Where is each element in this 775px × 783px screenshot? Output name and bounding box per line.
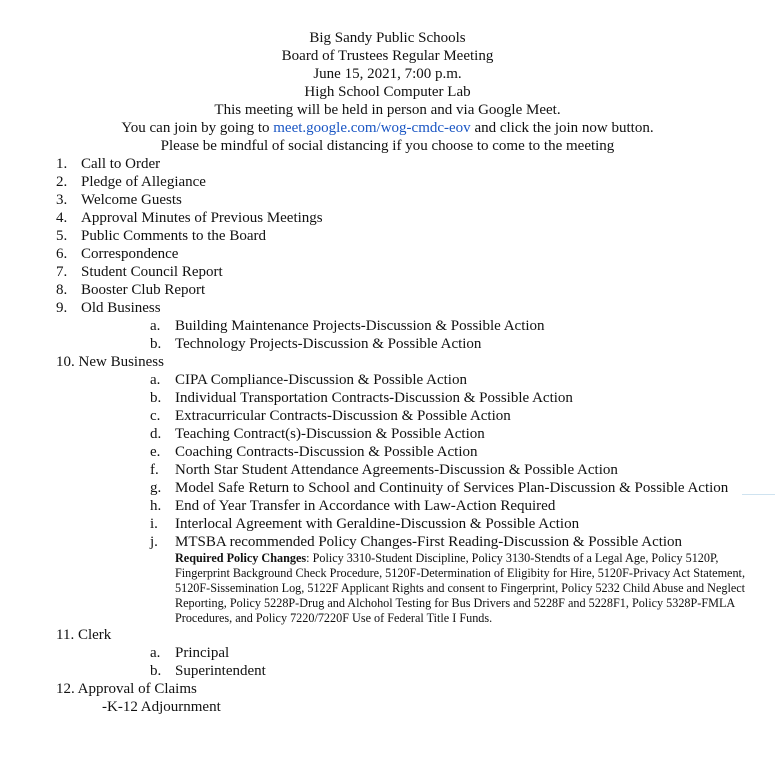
sub-item-letter: a. — [150, 372, 161, 388]
sub-item — [0, 662, 775, 680]
item-text: 11. Clerk — [56, 627, 112, 643]
sub-item-text: Building Maintenance Projects-Discussion & Possible Action — [175, 318, 545, 334]
adjournment-text: -K-12 Adjournment — [102, 699, 221, 715]
item-text: Old Business — [81, 300, 161, 316]
item-text: Pledge of Allegiance — [81, 174, 206, 190]
agenda-item-claims — [0, 680, 775, 698]
sub-item-letter: f. — [150, 462, 159, 478]
item-text: Welcome Guests — [81, 192, 182, 208]
sub-item — [0, 389, 775, 407]
sub-item-text: MTSBA recommended Policy Changes-First Reading-Discussion & Possible Action — [175, 534, 683, 550]
sub-item-letter: c. — [150, 408, 161, 424]
item-text: 10. New Business — [56, 354, 164, 370]
margin-divider — [742, 494, 775, 495]
sub-item — [0, 371, 775, 389]
agenda-item — [0, 155, 775, 173]
meeting-location: High School Computer Lab — [304, 84, 471, 100]
sub-item — [0, 479, 775, 497]
sub-item-text: Principal — [175, 645, 230, 661]
policy-changes-note — [175, 551, 755, 626]
item-text: Student Council Report — [81, 264, 223, 280]
sub-item — [0, 425, 775, 443]
item-text: Call to Order — [81, 156, 161, 172]
item-text: Booster Club Report — [81, 282, 206, 298]
sub-item — [0, 515, 775, 533]
agenda-item — [0, 263, 775, 281]
sub-item-text: CIPA Compliance-Discussion & Possible Action — [175, 372, 467, 388]
sub-item-letter: b. — [150, 663, 162, 679]
item-number: 8. — [56, 282, 68, 298]
item-number: 1. — [56, 156, 68, 172]
sub-item — [0, 407, 775, 425]
sub-item-text: End of Year Transfer in Accordance with Law-Action Required — [175, 498, 556, 514]
sub-item — [0, 533, 775, 551]
agenda-item — [0, 209, 775, 227]
sub-item-letter: e. — [150, 444, 161, 460]
sub-item-text: Model Safe Return to School and Continuity of Services Plan-Discussion & Possible Action — [175, 480, 729, 496]
sub-item-text: Coaching Contracts-Discussion & Possible Action — [175, 444, 478, 460]
sub-item-letter: h. — [150, 498, 162, 514]
item-number: 3. — [56, 192, 68, 208]
sub-item-text: Extracurricular Contracts-Discussion & Possible Action — [175, 408, 511, 424]
policy-list: : Policy 3310-Student Discipline, Policy 3130-Stendts of a Legal Age, Policy 5120P, Fingerprint Background Check Procedure, 5120F-Determination of Eligibity for Hire, 5120F-Privacy Act Statement, 5120F-Sissemination Log, 5122F Applicant Rights and consent to Fingerprint, Policy 5232 Child Abuse and Neglect Reporting, Policy 5228P-Drug and Alchohol Testing for Bus Drivers and 5228F and 5228F1, Policy 5328P-FMLA Procedures, and Policy 7220/7220F Use of Federal Title I Funds. — [175, 551, 746, 625]
sub-item-letter: b. — [150, 336, 162, 352]
join-instructions — [0, 119, 775, 137]
sub-item-text: Superintendent — [175, 663, 266, 679]
item-number: 6. — [56, 246, 68, 262]
sub-item-text: Technology Projects-Discussion & Possible Action — [175, 336, 482, 352]
sub-item-text: North Star Student Attendance Agreements-Discussion & Possible Action — [175, 462, 618, 478]
meet-link[interactable]: meet.google.com/wog-cmdc-eov — [273, 120, 471, 136]
sub-item-letter: j. — [150, 534, 158, 550]
sub-item — [0, 335, 775, 353]
item-number: 7. — [56, 264, 68, 280]
sub-item — [0, 443, 775, 461]
policy-label: Required Policy Changes — [175, 551, 307, 565]
sub-item-letter: a. — [150, 318, 161, 334]
item-text: 12. Approval of Claims — [56, 681, 197, 697]
sub-item-letter: a. — [150, 645, 161, 661]
agenda-item — [0, 227, 775, 245]
sub-item-letter: b. — [150, 390, 162, 406]
join-suffix: and click the join now button. — [470, 120, 654, 136]
sub-item — [0, 644, 775, 662]
join-prefix: You can join by going to — [121, 120, 274, 136]
adjournment — [0, 698, 775, 716]
agenda-item — [0, 173, 775, 191]
meeting-header — [0, 29, 775, 155]
distancing-note: Please be mindful of social distancing if you choose to come to the meeting — [160, 138, 615, 154]
agenda-item-clerk — [0, 626, 775, 644]
sub-item — [0, 497, 775, 515]
sub-item-text: Teaching Contract(s)-Discussion & Possible Action — [175, 426, 485, 442]
meeting-date: June 15, 2021, 7:00 p.m. — [313, 66, 462, 82]
agenda-list — [0, 155, 775, 716]
item-number: 9. — [56, 300, 68, 316]
item-number: 4. — [56, 210, 68, 226]
sub-item — [0, 461, 775, 479]
sub-item-text: Individual Transportation Contracts-Discussion & Possible Action — [175, 390, 573, 406]
agenda-item-new-business — [0, 353, 775, 371]
district-name: Big Sandy Public Schools — [309, 30, 466, 46]
item-number: 2. — [56, 174, 68, 190]
sub-item-letter: i. — [150, 516, 158, 532]
sub-item — [0, 317, 775, 335]
agenda-item — [0, 281, 775, 299]
agenda-item — [0, 299, 775, 317]
item-text: Public Comments to the Board — [81, 228, 266, 244]
item-text: Correspondence — [81, 246, 179, 262]
sub-item-letter: d. — [150, 426, 162, 442]
sub-item-letter: g. — [150, 480, 162, 496]
meeting-format: This meeting will be held in person and via Google Meet. — [214, 102, 561, 118]
agenda-item — [0, 191, 775, 209]
sub-item-text: Interlocal Agreement with Geraldine-Discussion & Possible Action — [175, 516, 580, 532]
meeting-title: Board of Trustees Regular Meeting — [281, 48, 494, 64]
item-text: Approval Minutes of Previous Meetings — [81, 210, 323, 226]
item-number: 5. — [56, 228, 68, 244]
agenda-item — [0, 245, 775, 263]
